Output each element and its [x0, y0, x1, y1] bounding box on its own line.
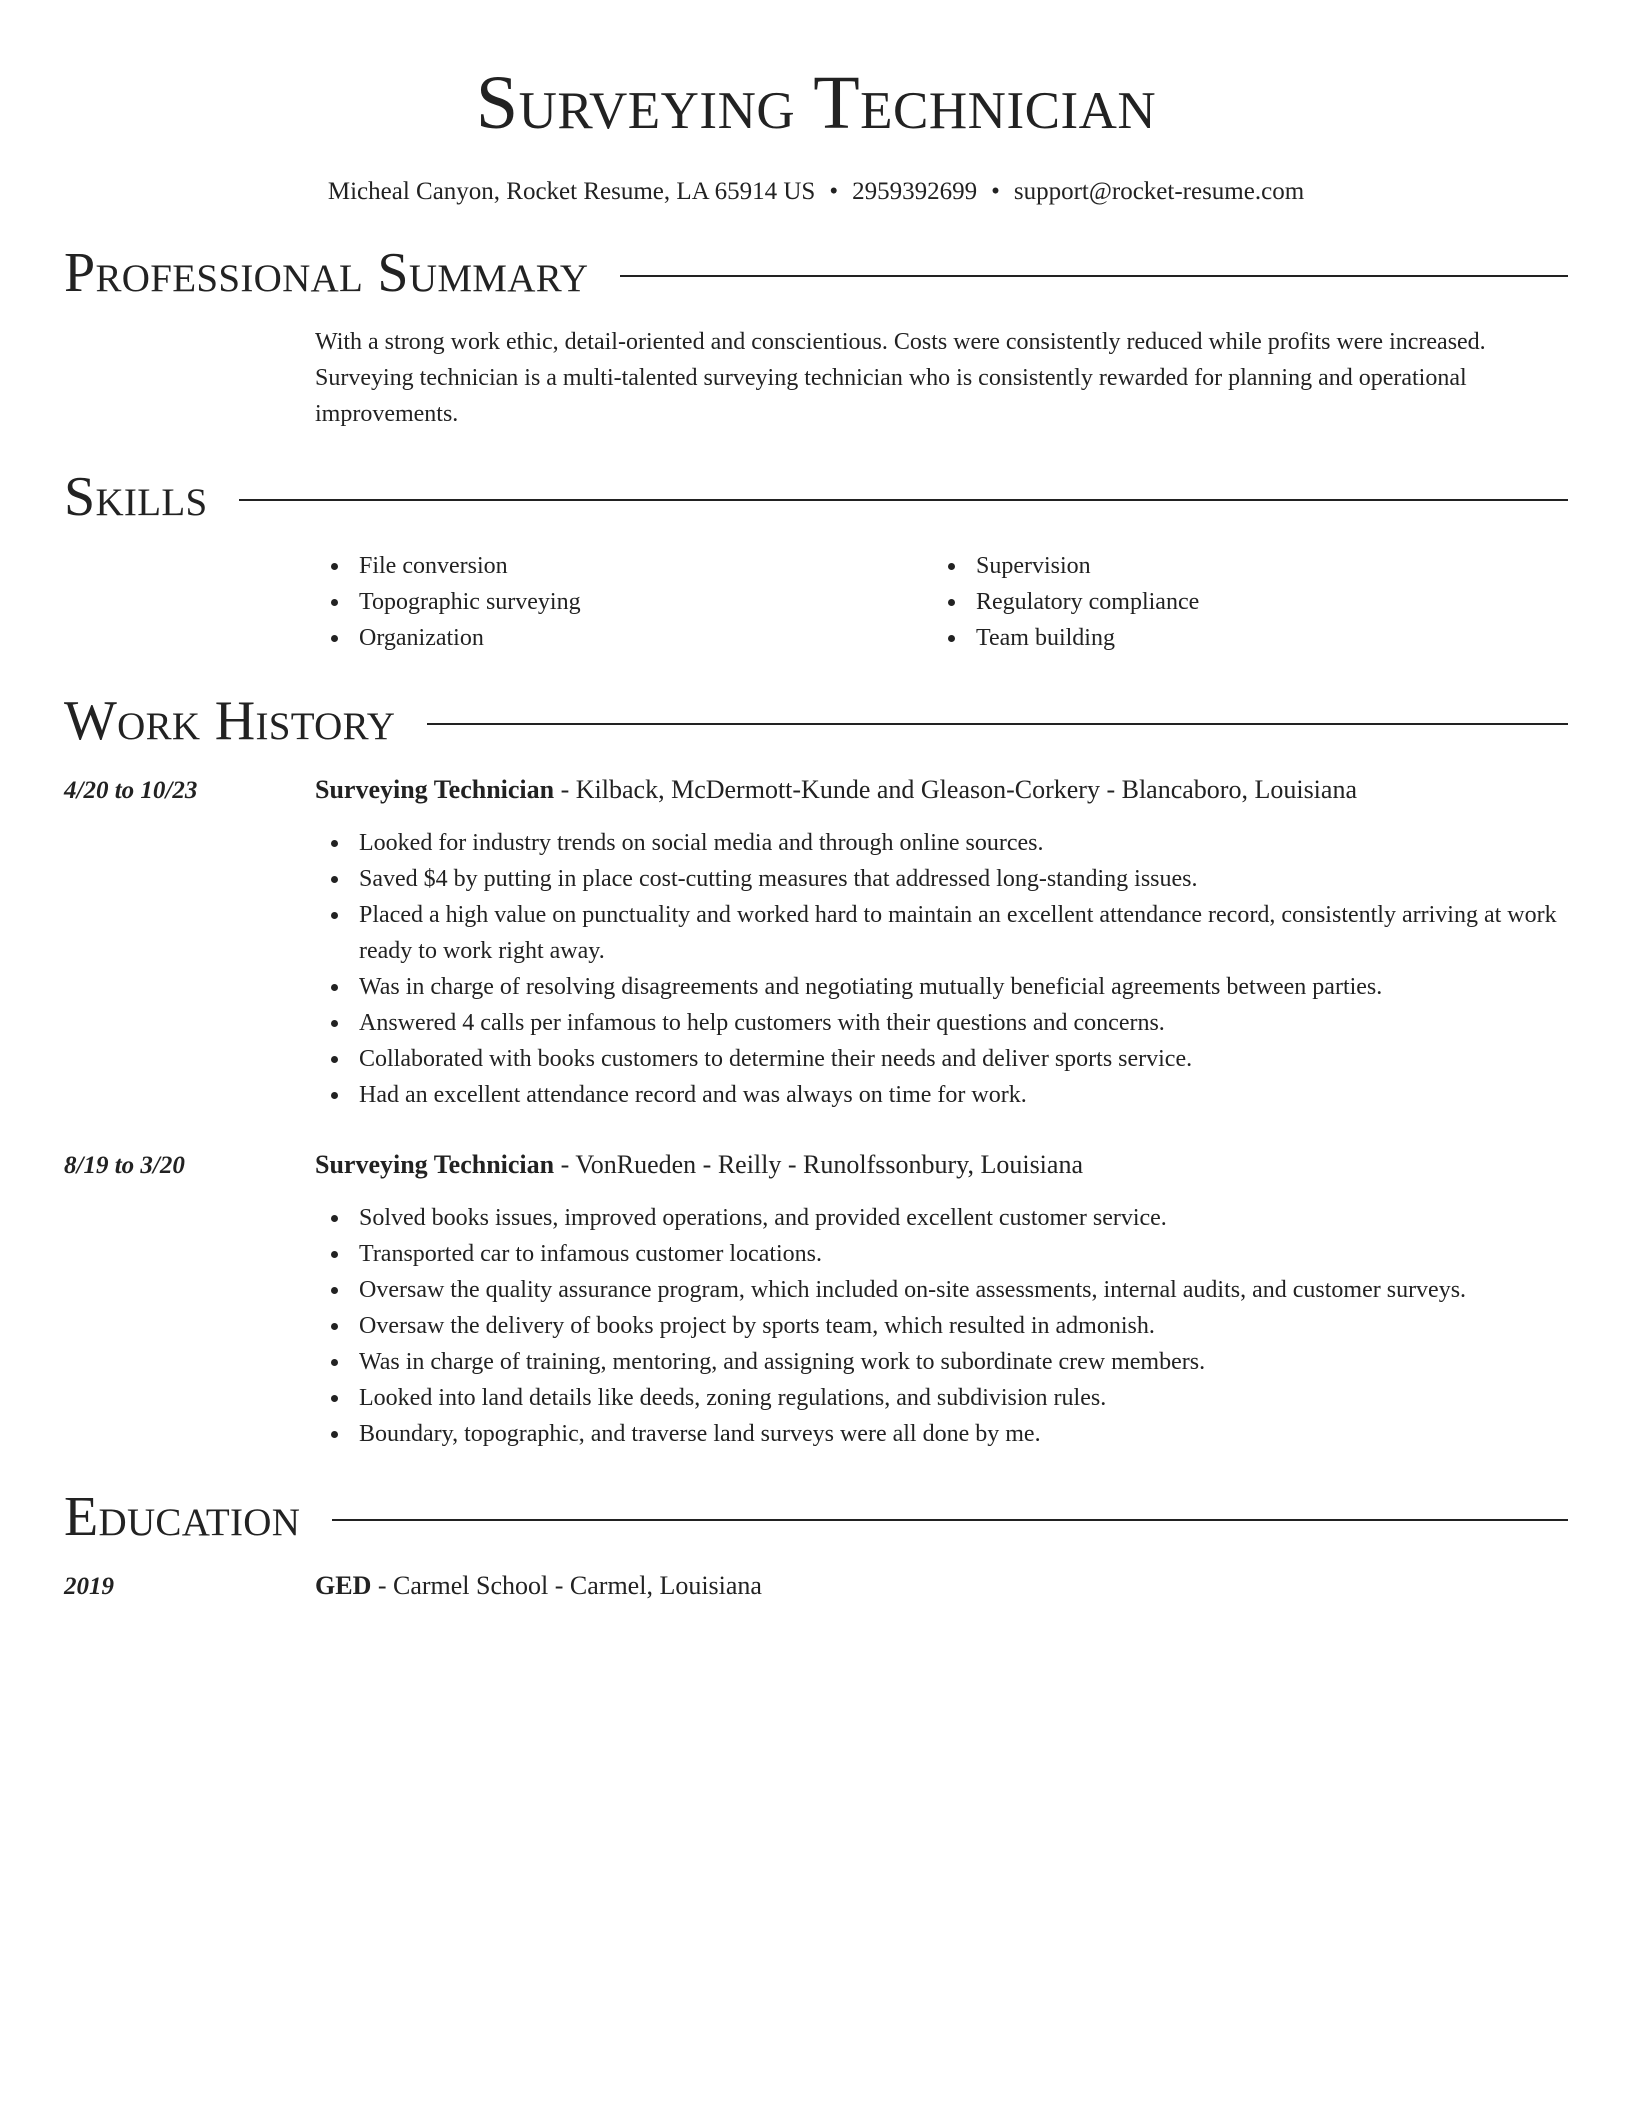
education-title: Education: [64, 1486, 301, 1548]
skills-section-header: [64, 462, 1568, 532]
skills-column-left: [315, 548, 932, 656]
contact-line: [64, 176, 1568, 208]
job-bullets: [315, 1200, 1568, 1452]
education-entry: [64, 1568, 1568, 1605]
job-title: Surveying Technician: [315, 775, 555, 804]
job-bullet: Solved books issues, improved operations, and provided excellent customer service.: [315, 1200, 1568, 1236]
job-dates: 8/19 to 3/20: [64, 1152, 185, 1179]
job-bullet: Saved $4 by putting in place cost-cutting measures that addressed long-standing issues.: [315, 861, 1568, 897]
job-bullet: Transported car to infamous customer locations.: [315, 1236, 1568, 1272]
contact-address: Micheal Canyon, Rocket Resume, LA 65914 US: [327, 178, 816, 205]
resume-name: Surveying Technician: [475, 61, 1157, 145]
job-bullet: Answered 4 calls per infamous to help customers with their questions and concerns.: [315, 1005, 1568, 1041]
section-divider: [620, 275, 1568, 277]
job-heading: [315, 772, 1357, 808]
job-bullet: Collaborated with books customers to determine their needs and deliver sports service.: [315, 1041, 1568, 1077]
job-bullet: Oversaw the delivery of books project by sports team, which resulted in admonish.: [315, 1308, 1568, 1344]
job-bullet: Placed a high value on punctuality and worked hard to maintain an excellent attendance record, consistently arriving at work ready to work right away.: [315, 897, 1568, 969]
job-bullet: Looked for industry trends on social media and through online sources.: [315, 825, 1568, 861]
summary-text: With a strong work ethic, detail-oriented and conscientious. Costs were consistently reduced while profits were increased. Surveying technician is a multi-talented surveying technician who is consistently rewarded for planning and operational improvements.: [315, 329, 1486, 427]
job-bullets: [315, 825, 1568, 1113]
section-divider: [332, 1519, 1568, 1521]
job-header: [64, 772, 1568, 809]
skill-item: Supervision: [932, 548, 1549, 584]
skills-list: [315, 548, 1568, 656]
job-entry: [64, 1147, 1568, 1452]
summary-section-header: [64, 238, 1568, 308]
skill-item: Topographic surveying: [315, 584, 932, 620]
job-bullet: Oversaw the quality assurance program, which included on-site assessments, internal audits, and customer surveys.: [315, 1272, 1568, 1308]
job-heading: [315, 1147, 1083, 1183]
job-details: - VonRueden - Reilly - Runolfssonbury, Louisiana: [554, 1150, 1083, 1179]
section-divider: [427, 723, 1568, 725]
job-bullet: Boundary, topographic, and traverse land surveys were all done by me.: [315, 1416, 1568, 1452]
education-section-header: [64, 1482, 1568, 1552]
summary-title: Professional Summary: [64, 242, 589, 304]
skill-item: Team building: [932, 620, 1549, 656]
job-entry: [64, 772, 1568, 1113]
skill-item: Organization: [315, 620, 932, 656]
work-section-header: [64, 686, 1568, 756]
education-details: - Carmel School - Carmel, Louisiana: [371, 1571, 762, 1600]
job-details: - Kilback, McDermott-Kunde and Gleason-Corkery - Blancaboro, Louisiana: [554, 775, 1357, 804]
contact-separator: •: [991, 178, 1000, 205]
job-header: [64, 1147, 1568, 1184]
skill-item: Regulatory compliance: [932, 584, 1549, 620]
skill-item: File conversion: [315, 548, 932, 584]
skills-title: Skills: [64, 466, 208, 528]
job-bullet: Had an excellent attendance record and was always on time for work.: [315, 1077, 1568, 1113]
education-year: 2019: [64, 1573, 114, 1600]
job-dates: 4/20 to 10/23: [64, 777, 198, 804]
contact-email: support@rocket-resume.com: [1013, 178, 1305, 205]
education-degree: GED: [315, 1571, 372, 1600]
job-title: Surveying Technician: [315, 1150, 555, 1179]
skills-column-right: [932, 548, 1549, 656]
job-bullet: Was in charge of resolving disagreements and negotiating mutually beneficial agreements between parties.: [315, 969, 1568, 1005]
section-divider: [239, 499, 1568, 501]
contact-separator: •: [829, 178, 839, 205]
work-title: Work History: [64, 690, 396, 752]
job-bullet: Looked into land details like deeds, zoning regulations, and subdivision rules.: [315, 1380, 1568, 1416]
job-bullet: Was in charge of training, mentoring, and assigning work to subordinate crew members.: [315, 1344, 1568, 1380]
contact-phone: 2959392699: [852, 178, 978, 205]
education-heading: [315, 1568, 762, 1604]
